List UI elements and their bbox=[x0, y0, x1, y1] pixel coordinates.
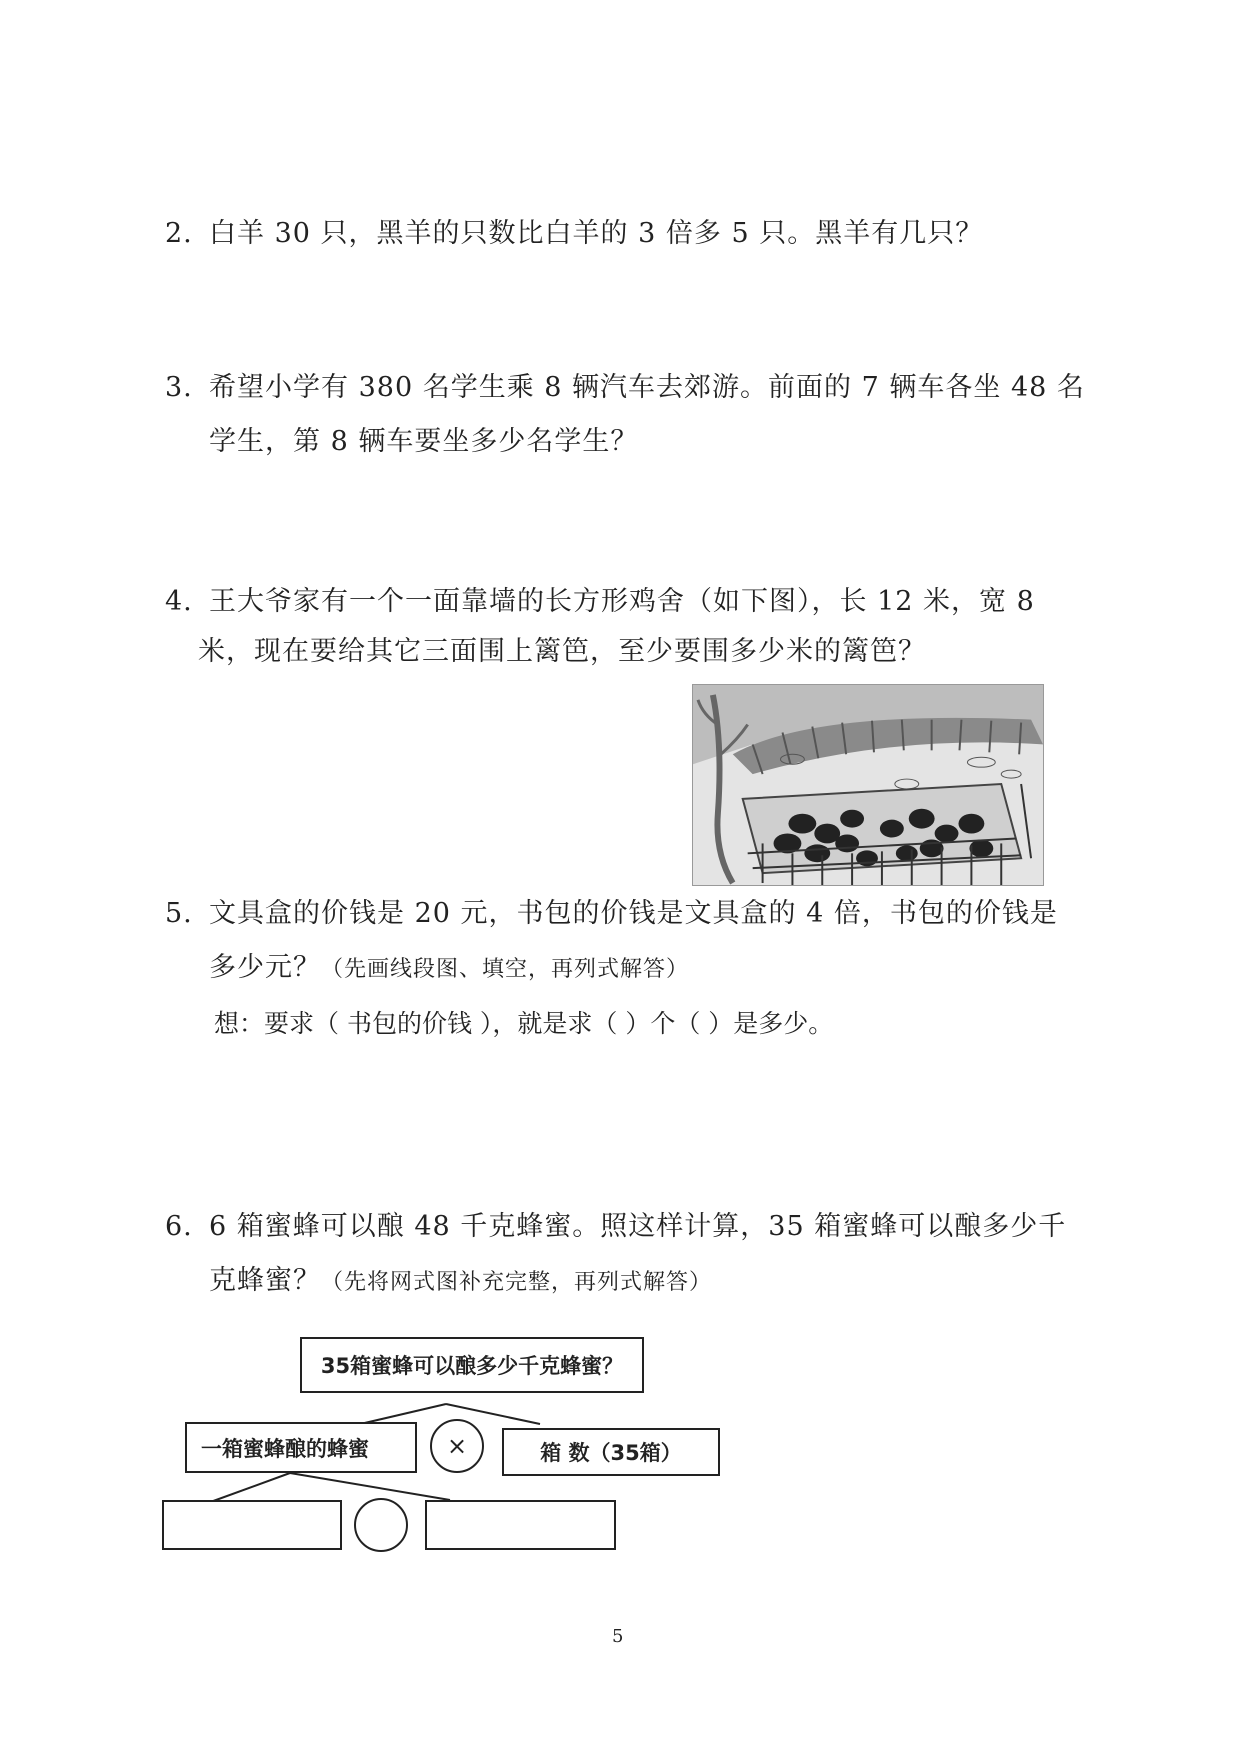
question-text: 克蜂蜜？ bbox=[209, 1265, 321, 1296]
diagram-left-box: 一箱蜜蜂酿的蜂蜜 bbox=[185, 1422, 417, 1473]
page-number: 5 bbox=[612, 1626, 624, 1647]
question-text: 希望小学有 380 名学生乘 8 辆汽车去郊游。前面的 7 辆车各坐 48 名 bbox=[209, 372, 1085, 403]
question-text: 王大爷家有一个一面靠墙的长方形鸡舍（如下图），长 12 米，宽 8 bbox=[209, 586, 1035, 617]
chicken-coop-image bbox=[692, 684, 1044, 886]
question-text: 多少元？ bbox=[209, 952, 321, 983]
question-text: 米，现在要给其它三面围上篱笆，至少要围多少米的篱笆？ bbox=[198, 636, 926, 667]
question-text: 6 箱蜜蜂可以酿 48 千克蜂蜜。照这样计算，35 箱蜜蜂可以酿多少千 bbox=[209, 1211, 1067, 1242]
diagram-right-box: 箱 数（35箱） bbox=[502, 1428, 720, 1476]
diagram-bottom-operator-circle[interactable] bbox=[354, 1498, 408, 1552]
question-number: 4. bbox=[165, 586, 193, 617]
question-number: 2. bbox=[165, 218, 193, 249]
question-4-line-2 bbox=[198, 628, 926, 676]
question-text: 文具盒的价钱是 20 元，书包的价钱是文具盒的 4 倍，书包的价钱是 bbox=[209, 898, 1058, 929]
question-number: 5. bbox=[165, 898, 193, 929]
question-6-line-2 bbox=[209, 1257, 712, 1307]
question-text: 白羊 30 只，黑羊的只数比白羊的 3 倍多 5 只。黑羊有几只？ bbox=[209, 218, 984, 249]
multiply-operator: × bbox=[430, 1419, 484, 1473]
question-3 bbox=[165, 364, 1085, 412]
question-5-line-2 bbox=[209, 944, 689, 994]
question-3-line-2 bbox=[209, 418, 638, 466]
question-note: （先将网式图补充完整，再列式解答） bbox=[321, 1270, 713, 1295]
diagram-bottom-right-box[interactable] bbox=[425, 1500, 616, 1550]
question-6 bbox=[165, 1203, 1066, 1251]
question-number: 3. bbox=[165, 372, 193, 403]
question-2 bbox=[165, 210, 983, 258]
diagram-bottom-left-box[interactable] bbox=[162, 1500, 342, 1550]
question-text: 学生，第 8 辆车要坐多少名学生？ bbox=[209, 426, 639, 457]
question-5-hint: 想：要求（ 书包的价钱 ），就是求（ ）个（ ）是多少。 bbox=[214, 1009, 834, 1038]
diagram-top-box: 35箱蜜蜂可以酿多少千克蜂蜜？ bbox=[300, 1337, 644, 1393]
question-5 bbox=[165, 890, 1058, 938]
question-4 bbox=[165, 578, 1035, 626]
question-note: （先画线段图、填空，再列式解答） bbox=[321, 957, 690, 982]
question-number: 6. bbox=[165, 1211, 193, 1242]
